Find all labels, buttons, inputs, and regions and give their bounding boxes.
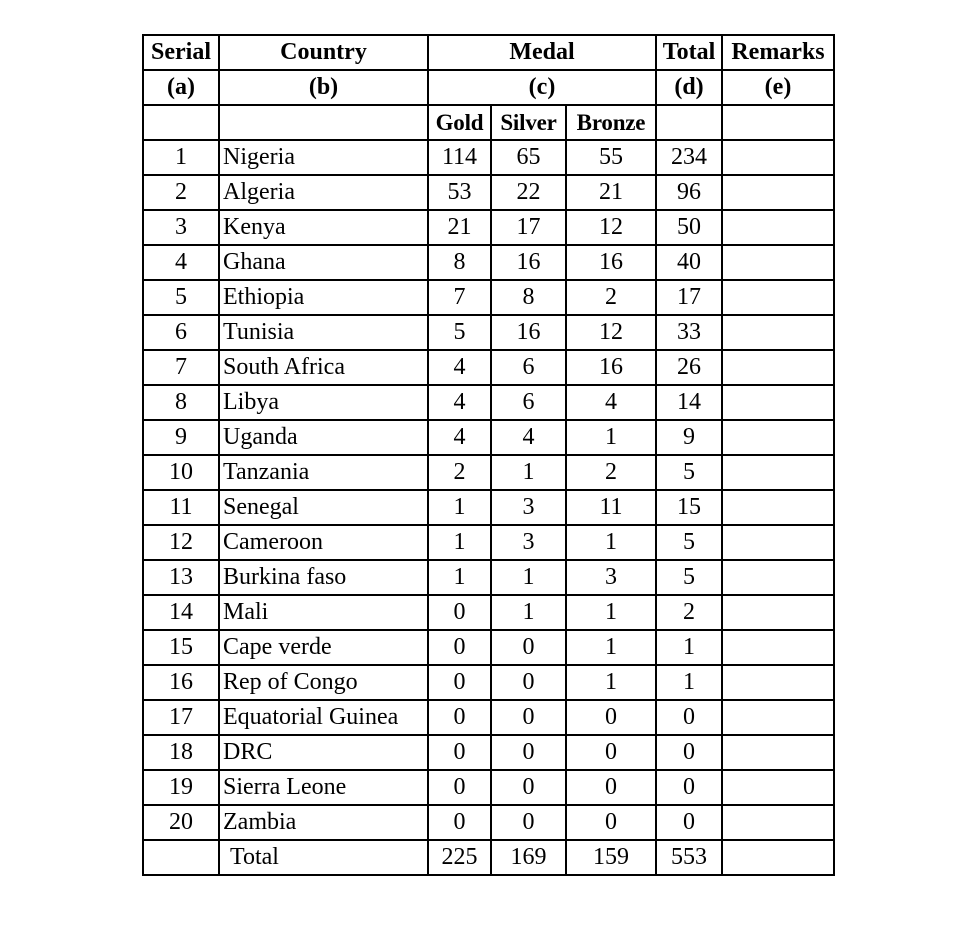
table-row xyxy=(143,595,834,630)
gold-cell: 0 xyxy=(428,595,491,630)
gold-cell: 0 xyxy=(428,630,491,665)
totals-label: Total xyxy=(219,840,428,875)
country-cell: Kenya xyxy=(219,210,428,245)
remarks-cell xyxy=(722,490,834,525)
country-cell: Senegal xyxy=(219,490,428,525)
remarks-cell xyxy=(722,350,834,385)
total-cell: 1 xyxy=(656,630,722,665)
country-cell: Ghana xyxy=(219,245,428,280)
bronze-cell: 1 xyxy=(566,420,656,455)
remarks-cell xyxy=(722,455,834,490)
total-cell: 0 xyxy=(656,805,722,840)
remarks-cell xyxy=(722,665,834,700)
silver-cell: 3 xyxy=(491,490,566,525)
country-cell: Uganda xyxy=(219,420,428,455)
table-row xyxy=(143,525,834,560)
total-cell: 96 xyxy=(656,175,722,210)
bronze-header: Bronze xyxy=(566,105,656,140)
bronze-cell: 0 xyxy=(566,700,656,735)
total-cell: 50 xyxy=(656,210,722,245)
gold-cell: 1 xyxy=(428,525,491,560)
gold-cell: 0 xyxy=(428,805,491,840)
remarks-cell xyxy=(722,140,834,175)
gold-header: Gold xyxy=(428,105,491,140)
gold-cell: 1 xyxy=(428,490,491,525)
remarks-cell xyxy=(722,700,834,735)
remarks-cell xyxy=(722,245,834,280)
silver-cell: 17 xyxy=(491,210,566,245)
bronze-cell: 3 xyxy=(566,560,656,595)
table-row xyxy=(143,140,834,175)
country-cell: South Africa xyxy=(219,350,428,385)
serial-cell: 19 xyxy=(143,770,219,805)
silver-cell: 1 xyxy=(491,595,566,630)
bronze-cell: 2 xyxy=(566,455,656,490)
serial-code: (a) xyxy=(143,70,219,105)
bronze-cell: 0 xyxy=(566,735,656,770)
remarks-cell xyxy=(722,315,834,350)
bronze-cell: 16 xyxy=(566,350,656,385)
total-header: Total xyxy=(656,35,722,70)
remarks-cell xyxy=(722,630,834,665)
table-row xyxy=(143,560,834,595)
serial-header: Serial xyxy=(143,35,219,70)
serial-cell: 1 xyxy=(143,140,219,175)
total-cell: 234 xyxy=(656,140,722,175)
total-cell: 0 xyxy=(656,700,722,735)
table-row xyxy=(143,210,834,245)
serial-cell: 4 xyxy=(143,245,219,280)
remarks-code: (e) xyxy=(722,70,834,105)
table-row xyxy=(143,630,834,665)
silver-cell: 0 xyxy=(491,665,566,700)
gold-cell: 4 xyxy=(428,385,491,420)
table-row xyxy=(143,805,834,840)
country-header: Country xyxy=(219,35,428,70)
remarks-cell xyxy=(722,735,834,770)
country-cell: Sierra Leone xyxy=(219,770,428,805)
silver-cell: 4 xyxy=(491,420,566,455)
remarks-cell xyxy=(722,420,834,455)
table-row xyxy=(143,350,834,385)
header-row xyxy=(143,35,834,70)
gold-cell: 0 xyxy=(428,665,491,700)
table-row xyxy=(143,175,834,210)
silver-header: Silver xyxy=(491,105,566,140)
bronze-cell: 0 xyxy=(566,805,656,840)
silver-cell: 22 xyxy=(491,175,566,210)
serial-cell: 13 xyxy=(143,560,219,595)
silver-cell: 3 xyxy=(491,525,566,560)
remarks-cell xyxy=(722,560,834,595)
country-cell: Cape verde xyxy=(219,630,428,665)
total-cell: 5 xyxy=(656,455,722,490)
country-cell: Tunisia xyxy=(219,315,428,350)
country-cell: Nigeria xyxy=(219,140,428,175)
bronze-cell: 2 xyxy=(566,280,656,315)
serial-cell: 5 xyxy=(143,280,219,315)
remarks-cell xyxy=(722,525,834,560)
serial-cell: 17 xyxy=(143,700,219,735)
bronze-cell: 12 xyxy=(566,315,656,350)
table-row xyxy=(143,455,834,490)
total-cell: 0 xyxy=(656,735,722,770)
bronze-cell: 16 xyxy=(566,245,656,280)
silver-cell: 1 xyxy=(491,560,566,595)
table-row xyxy=(143,735,834,770)
bronze-cell: 55 xyxy=(566,140,656,175)
gold-cell: 53 xyxy=(428,175,491,210)
gold-cell: 8 xyxy=(428,245,491,280)
remarks-header: Remarks xyxy=(722,35,834,70)
serial-cell: 15 xyxy=(143,630,219,665)
serial-cell: 14 xyxy=(143,595,219,630)
total-cell: 17 xyxy=(656,280,722,315)
silver-cell: 6 xyxy=(491,385,566,420)
gold-cell: 114 xyxy=(428,140,491,175)
bronze-total: 159 xyxy=(566,840,656,875)
empty-cell xyxy=(722,840,834,875)
serial-cell: 6 xyxy=(143,315,219,350)
serial-cell: 10 xyxy=(143,455,219,490)
silver-cell: 0 xyxy=(491,770,566,805)
total-cell: 26 xyxy=(656,350,722,385)
country-cell: DRC xyxy=(219,735,428,770)
serial-cell: 3 xyxy=(143,210,219,245)
gold-cell: 4 xyxy=(428,420,491,455)
table-row xyxy=(143,420,834,455)
medal-type-row xyxy=(143,105,834,140)
silver-cell: 16 xyxy=(491,315,566,350)
table-body xyxy=(143,35,834,875)
gold-cell: 0 xyxy=(428,700,491,735)
total-cell: 5 xyxy=(656,525,722,560)
bronze-cell: 21 xyxy=(566,175,656,210)
country-cell: Equatorial Guinea xyxy=(219,700,428,735)
total-code: (d) xyxy=(656,70,722,105)
table-row xyxy=(143,490,834,525)
medal-code: (c) xyxy=(428,70,656,105)
bronze-cell: 0 xyxy=(566,770,656,805)
empty-cell xyxy=(143,840,219,875)
country-code: (b) xyxy=(219,70,428,105)
remarks-cell xyxy=(722,175,834,210)
total-cell: 14 xyxy=(656,385,722,420)
gold-cell: 5 xyxy=(428,315,491,350)
gold-total: 225 xyxy=(428,840,491,875)
gold-cell: 4 xyxy=(428,350,491,385)
gold-cell: 0 xyxy=(428,770,491,805)
total-cell: 33 xyxy=(656,315,722,350)
country-cell: Cameroon xyxy=(219,525,428,560)
empty-cell xyxy=(143,105,219,140)
total-cell: 1 xyxy=(656,665,722,700)
serial-cell: 8 xyxy=(143,385,219,420)
remarks-cell xyxy=(722,595,834,630)
silver-cell: 0 xyxy=(491,805,566,840)
bronze-cell: 1 xyxy=(566,595,656,630)
serial-cell: 16 xyxy=(143,665,219,700)
country-cell: Ethiopia xyxy=(219,280,428,315)
bronze-cell: 12 xyxy=(566,210,656,245)
silver-cell: 1 xyxy=(491,455,566,490)
silver-cell: 6 xyxy=(491,350,566,385)
code-row xyxy=(143,70,834,105)
medal-header: Medal xyxy=(428,35,656,70)
serial-cell: 7 xyxy=(143,350,219,385)
remarks-cell xyxy=(722,210,834,245)
bronze-cell: 1 xyxy=(566,525,656,560)
gold-cell: 2 xyxy=(428,455,491,490)
bronze-cell: 1 xyxy=(566,630,656,665)
serial-cell: 20 xyxy=(143,805,219,840)
bronze-cell: 1 xyxy=(566,665,656,700)
empty-cell xyxy=(656,105,722,140)
table-row xyxy=(143,315,834,350)
country-cell: Mali xyxy=(219,595,428,630)
remarks-cell xyxy=(722,385,834,420)
grand-total: 553 xyxy=(656,840,722,875)
serial-cell: 9 xyxy=(143,420,219,455)
silver-cell: 0 xyxy=(491,700,566,735)
total-cell: 15 xyxy=(656,490,722,525)
silver-cell: 8 xyxy=(491,280,566,315)
total-cell: 0 xyxy=(656,770,722,805)
serial-cell: 12 xyxy=(143,525,219,560)
remarks-cell xyxy=(722,770,834,805)
total-cell: 2 xyxy=(656,595,722,630)
empty-cell xyxy=(722,105,834,140)
country-cell: Tanzania xyxy=(219,455,428,490)
country-cell: Algeria xyxy=(219,175,428,210)
gold-cell: 0 xyxy=(428,735,491,770)
gold-cell: 1 xyxy=(428,560,491,595)
table-row xyxy=(143,245,834,280)
country-cell: Zambia xyxy=(219,805,428,840)
serial-cell: 11 xyxy=(143,490,219,525)
total-cell: 40 xyxy=(656,245,722,280)
silver-cell: 0 xyxy=(491,735,566,770)
table-row xyxy=(143,700,834,735)
table-row xyxy=(143,665,834,700)
silver-cell: 0 xyxy=(491,630,566,665)
bronze-cell: 11 xyxy=(566,490,656,525)
gold-cell: 7 xyxy=(428,280,491,315)
empty-cell xyxy=(219,105,428,140)
remarks-cell xyxy=(722,805,834,840)
table-row xyxy=(143,280,834,315)
table-row xyxy=(143,385,834,420)
country-cell: Rep of Congo xyxy=(219,665,428,700)
silver-total: 169 xyxy=(491,840,566,875)
country-cell: Libya xyxy=(219,385,428,420)
totals-row xyxy=(143,840,834,875)
country-cell: Burkina faso xyxy=(219,560,428,595)
medal-table xyxy=(142,34,835,876)
serial-cell: 18 xyxy=(143,735,219,770)
total-cell: 9 xyxy=(656,420,722,455)
gold-cell: 21 xyxy=(428,210,491,245)
remarks-cell xyxy=(722,280,834,315)
bronze-cell: 4 xyxy=(566,385,656,420)
serial-cell: 2 xyxy=(143,175,219,210)
total-cell: 5 xyxy=(656,560,722,595)
silver-cell: 16 xyxy=(491,245,566,280)
table-row xyxy=(143,770,834,805)
silver-cell: 65 xyxy=(491,140,566,175)
